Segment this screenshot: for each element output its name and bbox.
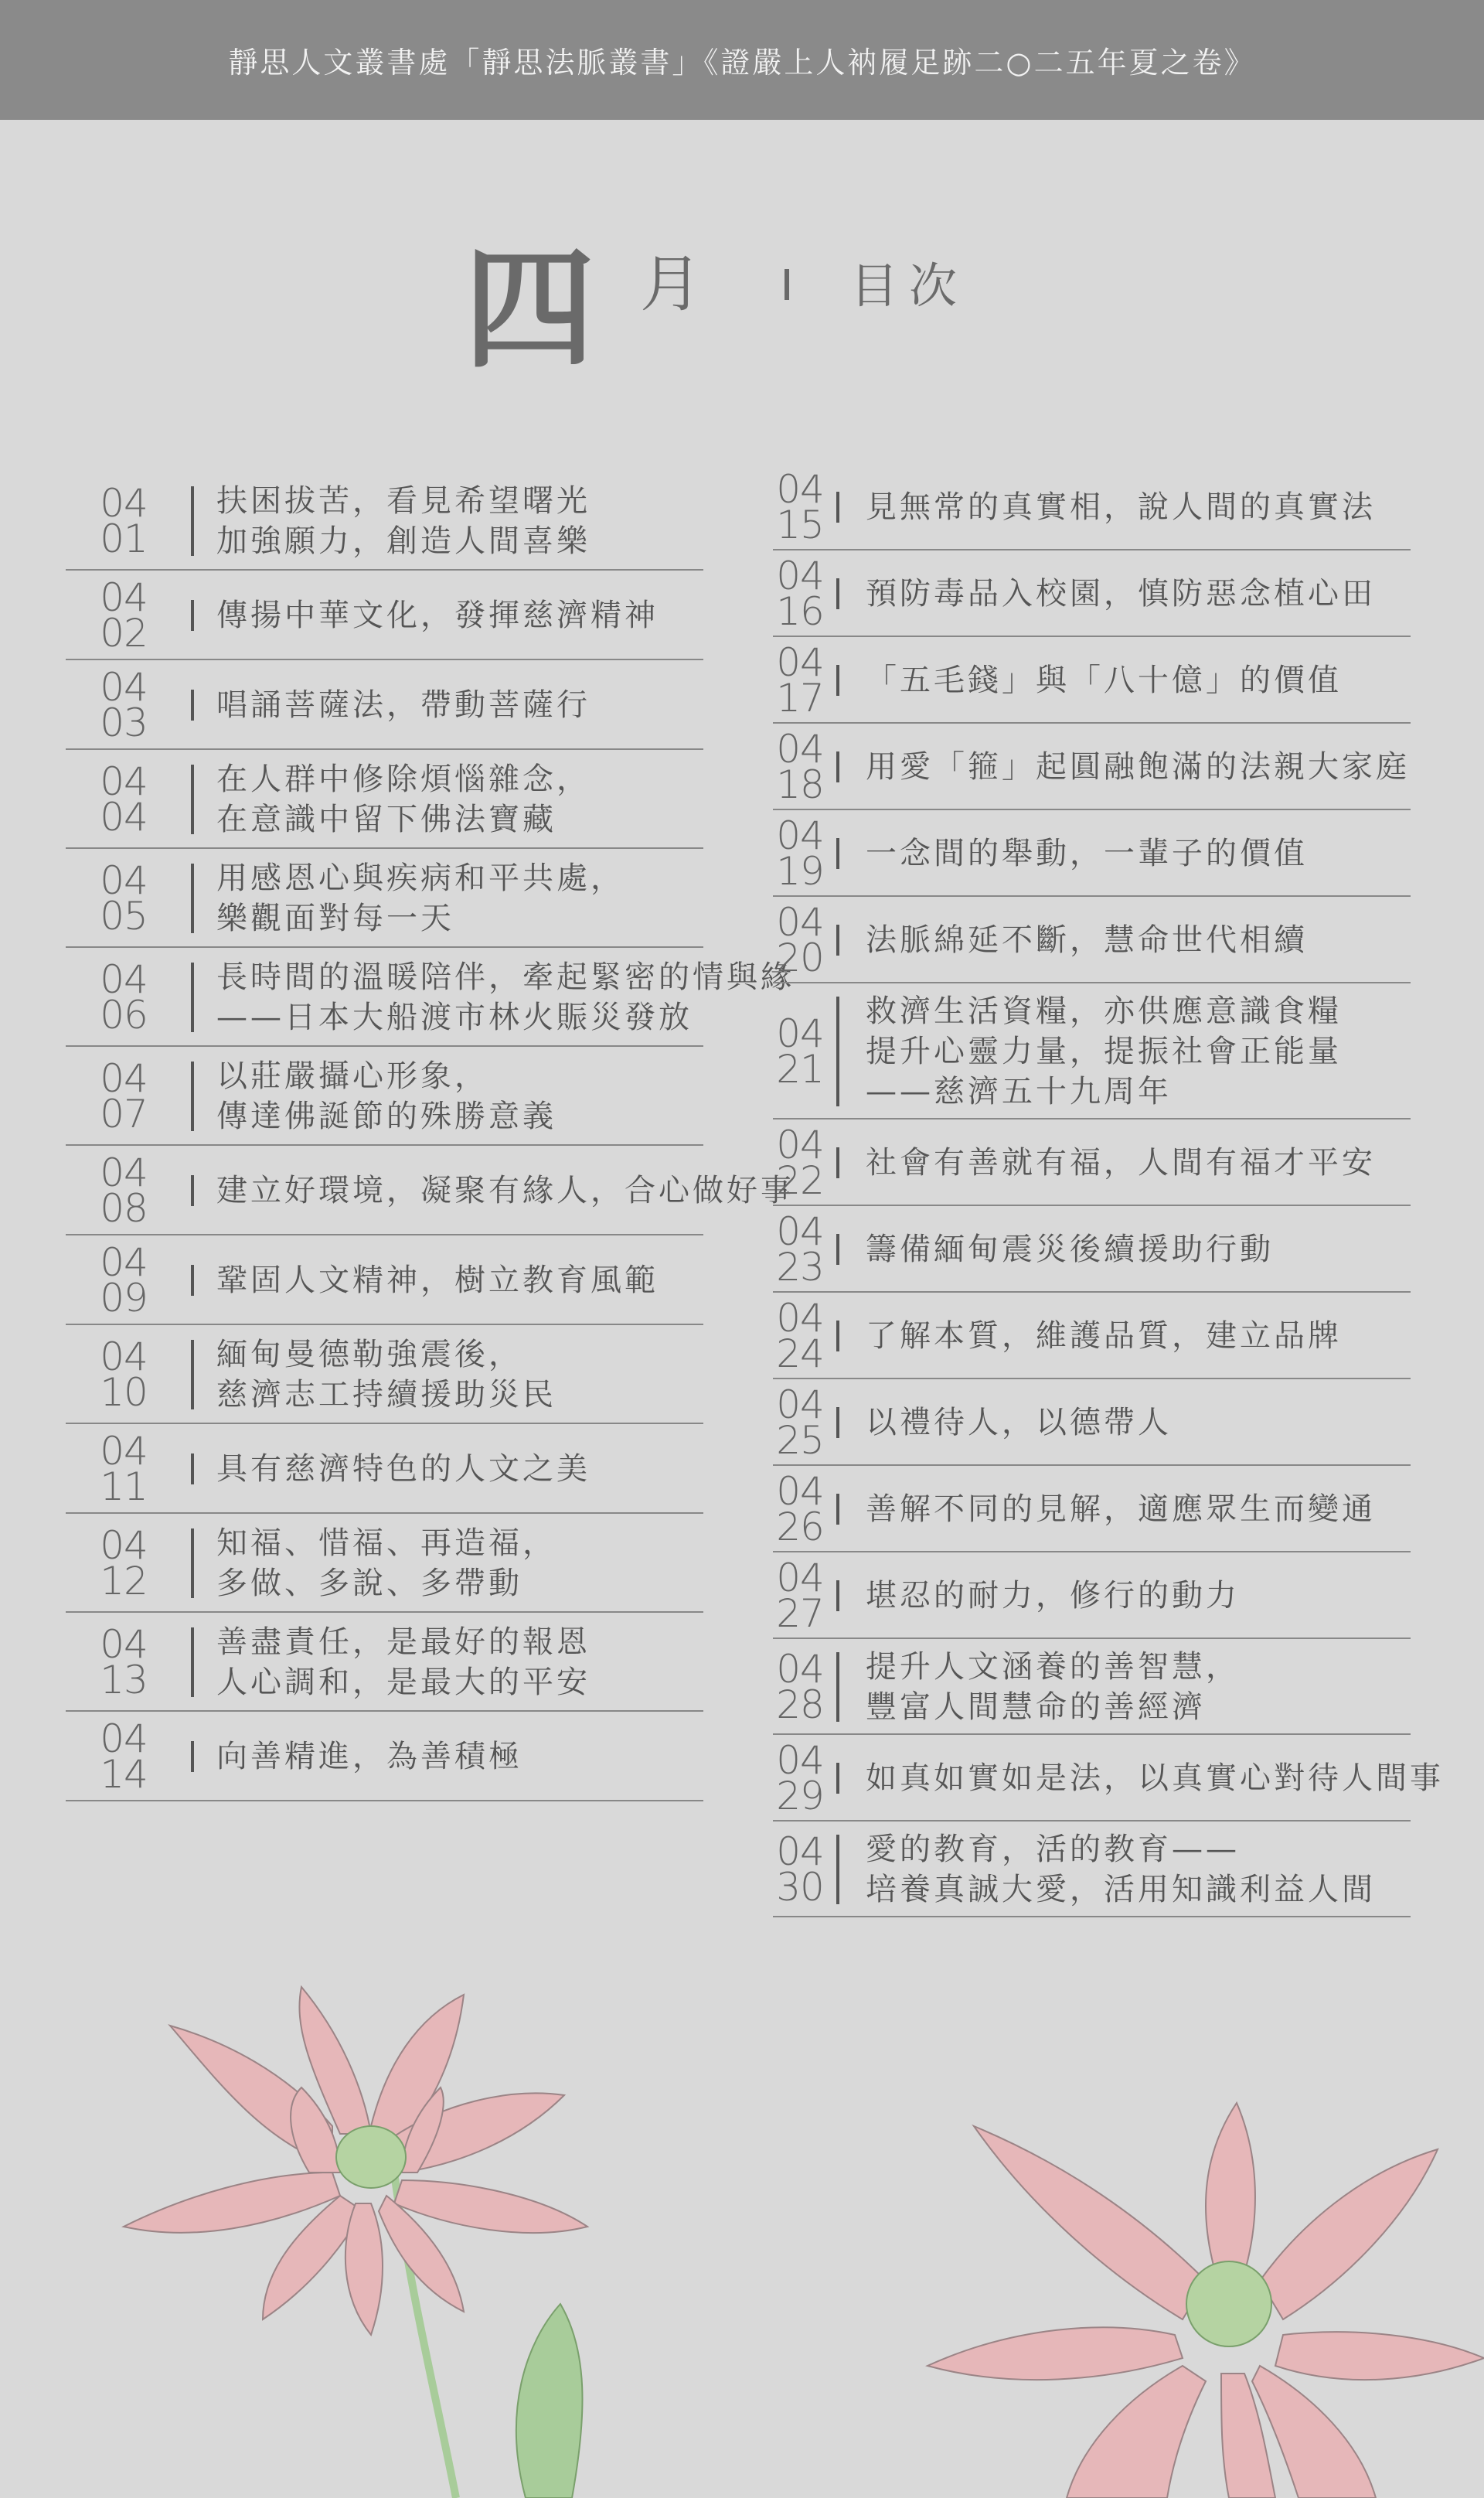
entry-title [866,1647,1240,1727]
entry-separator [836,997,839,1106]
entry-separator [836,1580,839,1611]
entry-day: 14 [100,1752,148,1797]
entry-title-line: 堪忍的耐力，修行的動力 [866,1578,1240,1614]
entry-date [97,957,151,1038]
title-month-small: 月 [640,248,702,320]
entry-separator [191,1528,194,1598]
entry-month: 04 [776,900,824,945]
entry-title-line: 具有慈濟特色的人文之美 [216,1451,591,1487]
toc-entry[interactable] [66,1514,703,1613]
entry-title-line: 「五毛錢」與「八十億」的價值 [866,663,1342,698]
entry-separator [836,1763,839,1794]
entry-title-line: 多做、多說、多帶動 [216,1566,522,1601]
entry-date [773,727,827,807]
entry-title-line: 法脈綿延不斷，慧命世代相續 [866,922,1308,958]
entry-month: 04 [776,1209,824,1254]
entry-month: 04 [100,575,148,620]
entry-title-line: 在人群中修除煩惱雜念， [216,762,591,797]
entry-day: 27 [776,1591,824,1636]
entry-title-line: 如真如實如是法，以真實心對待人間事 [866,1760,1444,1796]
entry-title-line: 善盡責任，是最好的報恩 [216,1624,591,1660]
entry-date [773,467,827,547]
entry-title-line: ——日本大船渡市林火賑災發放 [216,1000,693,1035]
entry-title-line: 救濟生活資糧，亦供應意識食糧 [866,993,1342,1029]
entry-date [773,1829,827,1910]
entry-month: 04 [776,1556,824,1600]
entry-separator [836,1147,839,1178]
entry-separator [836,665,839,696]
entry-month: 04 [776,1296,824,1341]
entry-title [216,1260,659,1300]
entry-day: 30 [776,1865,824,1910]
entry-day: 22 [776,1158,824,1203]
toc-entry[interactable] [773,1552,1411,1639]
toc-entry[interactable] [66,1047,703,1146]
entry-title-line: 知福、惜福、再造福， [216,1525,556,1561]
entry-separator [836,1234,839,1265]
entry-day: 06 [100,993,148,1038]
entry-day: 02 [100,611,148,656]
entry-title [216,759,591,840]
entry-title [866,747,1410,787]
entry-title-line: 以莊嚴攝心形象， [216,1058,488,1094]
entry-title-line: 預防毒品入校園，慎防惡念植心田 [866,576,1376,612]
entry-title [866,1576,1240,1616]
entry-day: 05 [100,894,148,939]
entry-date [97,1150,151,1231]
entry-day: 12 [100,1559,148,1603]
toc-entry[interactable] [66,1424,703,1514]
entry-date [97,575,151,656]
title-separator [785,269,789,300]
entry-day: 20 [776,935,824,980]
entry-day: 03 [100,700,148,745]
toc-entry[interactable] [66,571,703,660]
entry-separator [191,1265,194,1296]
page-title [0,232,1484,387]
entry-separator [191,864,194,933]
entry-date [773,1296,827,1376]
entry-title [866,1143,1376,1183]
entry-date [97,1056,151,1137]
entry-month: 04 [100,1150,148,1195]
entry-separator [191,1627,194,1697]
entry-day: 13 [100,1658,148,1702]
entry-month: 04 [776,467,824,512]
entry-date [773,1469,827,1549]
toc-entry[interactable] [773,1639,1411,1735]
entry-date [97,1334,151,1415]
toc-entry[interactable] [773,810,1411,897]
entry-separator [191,1062,194,1131]
title-toc: 目次 [850,257,968,314]
entry-day: 10 [100,1370,148,1415]
toc-entry[interactable] [66,1146,795,1235]
entry-title [216,1334,556,1415]
entry-date [97,1240,151,1321]
toc-entry[interactable] [66,849,703,948]
entry-title [216,1523,556,1603]
lotus-right-seedpod [1186,2261,1271,2346]
entry-title-line: 籌備緬甸震災後續援助行動 [866,1232,1274,1267]
entry-title [216,957,795,1038]
entry-title-line: 唱誦菩薩法，帶動菩薩行 [216,687,591,723]
entry-date [773,900,827,980]
entry-day: 23 [776,1245,824,1290]
toc-entry[interactable] [773,1206,1411,1293]
entry-title-line: 扶困拔苦，看見希望曙光 [216,483,591,519]
entry-title-line: 人心調和，是最大的平安 [216,1665,591,1700]
toc-entry[interactable] [773,1379,1411,1466]
entry-date [97,1716,151,1797]
entry-separator [191,1175,194,1206]
entry-separator [191,1453,194,1484]
entry-title-line: 以禮待人，以德帶人 [866,1405,1172,1440]
entry-month: 04 [100,1622,148,1667]
entry-title [866,920,1308,960]
entry-separator [836,1652,839,1722]
entry-title-line: 提升心靈力量，提振社會正能量 [866,1034,1342,1069]
entry-month: 04 [100,1240,148,1285]
entry-title-line: 慈濟志工持續援助災民 [216,1377,556,1413]
entry-title-line: 在意識中留下佛法寶藏 [216,802,556,837]
toc-entry[interactable] [66,660,703,750]
toc-entry[interactable] [66,948,795,1047]
entry-day: 04 [100,795,148,840]
entry-title [866,1489,1376,1529]
entry-separator [191,1340,194,1409]
entry-title [866,487,1376,527]
lotus-left-bud [516,2304,583,2498]
entry-title-line: 樂觀面對每一天 [216,901,454,936]
entry-title-line: 善解不同的見解，適應眾生而變通 [866,1491,1376,1527]
entry-month: 04 [100,957,148,1002]
entry-month: 04 [100,665,148,710]
entry-day: 01 [100,516,148,561]
entry-date [773,1738,827,1818]
entry-title [216,858,625,939]
entry-date [773,1382,827,1463]
entry-separator [836,578,839,609]
entry-day: 15 [776,503,824,547]
entry-day: 09 [100,1276,148,1321]
entry-day: 19 [776,849,824,894]
entry-separator [836,492,839,523]
entry-day: 26 [776,1505,824,1549]
entry-title [866,1229,1274,1269]
entry-date [773,1647,827,1727]
banner-text: 靜思人文叢書處「靜思法脈叢書」《證嚴上人衲履足跡二○二五年夏之卷》 [228,46,1256,80]
entry-title [866,1402,1172,1443]
entry-title-line: 長時間的溫暖陪伴，牽起緊密的情與緣 [216,959,795,995]
toc-entry[interactable] [66,1712,703,1801]
entry-separator [191,1741,194,1772]
entry-title-line: 了解本質，維護品質，建立品牌 [866,1318,1342,1354]
entry-month: 04 [100,759,148,804]
entry-separator [836,1835,839,1904]
entry-month: 04 [100,1523,148,1568]
toc-entry[interactable] [773,724,1411,810]
entry-title-line: 見無常的真實相，說人間的真實法 [866,489,1376,525]
entry-date [773,554,827,634]
entry-separator [191,600,194,631]
entry-date [97,1523,151,1603]
entry-separator [836,1494,839,1525]
entry-title-line: 愛的教育，活的教育—— [866,1832,1240,1867]
entry-title [866,574,1376,614]
header-banner [0,0,1484,120]
entry-title [216,481,591,561]
entry-day: 07 [100,1092,148,1137]
entry-date [97,1622,151,1702]
entry-day: 29 [776,1774,824,1818]
entry-title-line: 傳達佛誕節的殊勝意義 [216,1099,556,1134]
entry-title [866,660,1342,700]
lotus-left-illustration [108,1979,696,2498]
entry-date [97,481,151,561]
entry-month: 04 [100,1429,148,1474]
entry-title [216,1449,591,1489]
entry-day: 08 [100,1186,148,1231]
entry-date [773,813,827,894]
entry-month: 04 [776,1829,824,1874]
toc-entry[interactable] [66,472,703,571]
entry-month: 04 [776,1123,824,1167]
entry-date [773,1123,827,1203]
entry-title-line: 豐富人間慧命的善經濟 [866,1689,1206,1725]
entry-title [216,1622,591,1702]
entry-date [97,665,151,745]
entry-day: 18 [776,762,824,807]
toc-entry[interactable] [66,750,703,849]
toc-entry[interactable] [773,1822,1411,1917]
toc-entry[interactable] [773,637,1411,724]
entry-day: 25 [776,1418,824,1463]
entry-month: 04 [100,1334,148,1379]
entry-title [216,1736,522,1777]
entry-separator [191,963,194,1032]
entry-date [773,1209,827,1290]
entry-month: 04 [100,1716,148,1761]
entry-month: 04 [776,1647,824,1692]
entry-day: 24 [776,1331,824,1376]
entry-title-line: 一念間的舉動，一輩子的價值 [866,836,1308,871]
toc-entry[interactable] [66,1235,703,1325]
entry-separator [191,690,194,721]
entry-day: 17 [776,676,824,721]
entry-day: 16 [776,589,824,634]
entry-title-line: ——慈濟五十九周年 [866,1074,1172,1109]
entry-date [773,640,827,721]
title-month-big: 四 [464,232,596,387]
toc-entry[interactable] [773,897,1411,983]
entry-title [866,833,1308,874]
entry-month: 04 [776,1011,824,1056]
entry-title-line: 提升人文涵養的善智慧， [866,1649,1240,1685]
entry-separator [836,838,839,869]
entry-separator [836,751,839,782]
lotus-left-seedpod [336,2126,406,2188]
entry-day: 28 [776,1682,824,1727]
entry-month: 04 [776,813,824,858]
entry-title [216,595,659,636]
entry-title-line: 向善精進，為善積極 [216,1739,522,1774]
entry-title [866,991,1342,1112]
entry-month: 04 [776,727,824,772]
toc-entry[interactable] [773,983,1411,1119]
entry-title [216,1171,795,1211]
entry-separator [836,925,839,956]
entry-month: 04 [776,554,824,598]
entry-month: 04 [776,640,824,685]
toc-entry[interactable] [773,1466,1411,1552]
entry-month: 04 [776,1382,824,1427]
entry-separator [836,1321,839,1351]
entry-separator [836,1407,839,1438]
entry-month: 04 [776,1469,824,1514]
entry-separator [191,486,194,556]
entry-title [216,1056,556,1137]
entry-month: 04 [100,1056,148,1101]
toc-entry[interactable] [66,1325,703,1424]
lotus-right-illustration [912,2087,1484,2498]
toc-entry[interactable] [773,464,1411,550]
entry-day: 11 [100,1464,148,1509]
entry-title-line: 用愛「箍」起圓融飽滿的法親大家庭 [866,749,1410,785]
entry-title [866,1829,1376,1910]
toc-entry[interactable] [773,1735,1444,1822]
entry-title-line: 緬甸曼德勒強震後， [216,1337,522,1372]
entry-day: 21 [776,1047,824,1092]
entry-title-line: 用感恩心與疾病和平共處， [216,860,625,896]
entry-month: 04 [776,1738,824,1783]
entry-title-line: 建立好環境，凝聚有緣人，合心做好事 [216,1173,795,1208]
entry-date [773,1556,827,1636]
entry-title-line: 加強願力，創造人間喜樂 [216,523,591,559]
entry-title [216,685,591,725]
entry-title-line: 鞏固人文精神，樹立教育風範 [216,1263,659,1298]
entry-title-line: 社會有善就有福，人間有福才平安 [866,1145,1376,1181]
entry-date [97,1429,151,1509]
toc-entry[interactable] [773,550,1411,637]
entry-separator [191,765,194,834]
entry-date [773,1011,827,1092]
entry-title-line: 傳揚中華文化，發揮慈濟精神 [216,598,659,633]
entry-month: 04 [100,481,148,526]
entry-title [866,1316,1342,1356]
entry-title-line: 培養真誠大愛，活用知識利益人間 [866,1872,1376,1907]
toc-entry[interactable] [66,1613,703,1712]
toc-entry[interactable] [773,1293,1411,1379]
entry-date [97,858,151,939]
entry-month: 04 [100,858,148,903]
entry-title [866,1758,1444,1798]
toc-entry[interactable] [773,1119,1411,1206]
entry-date [97,759,151,840]
